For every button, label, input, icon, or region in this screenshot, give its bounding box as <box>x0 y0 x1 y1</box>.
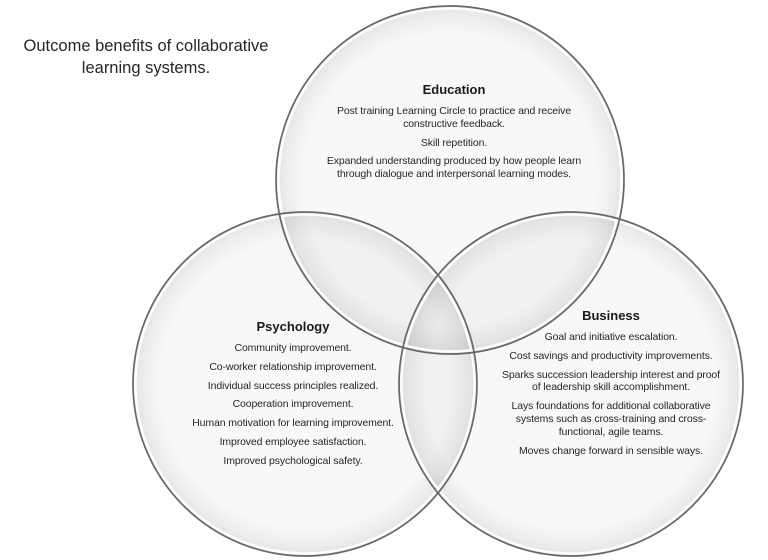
venn-item: Individual success principles realized. <box>207 379 379 392</box>
diagram-title: Outcome benefits of collaborative learning systems. <box>23 37 269 77</box>
venn-item: Community improvement. <box>234 342 352 354</box>
venn-item: Cost savings and productivity improvements. <box>509 349 713 362</box>
venn-item: Co-worker relationship improvement. <box>209 360 377 373</box>
business-set <box>502 308 720 463</box>
education-set <box>322 82 586 187</box>
venn-item: Goal and initiative escalation. <box>544 331 678 343</box>
venn-item: Human motivation for learning improvement. <box>192 417 394 430</box>
venn-item: Sparks succession leadership interest and proof of leadership skill accomplishment. <box>502 368 720 394</box>
venn-item: Moves change forward in sensible ways. <box>519 444 703 457</box>
psychology-set-label: Psychology <box>256 319 330 334</box>
venn-item: Improved employee satisfaction. <box>219 435 367 448</box>
psychology-set-items <box>192 342 394 468</box>
venn-item: Expanded understanding produced by how people learn through dialogue and interpersonal learning modes. <box>326 155 582 181</box>
psychology-set <box>192 319 394 474</box>
venn-item: Skill repetition. <box>420 136 488 149</box>
venn-item: Cooperation improvement. <box>232 398 354 411</box>
business-set-items <box>502 331 720 457</box>
education-set-label: Education <box>422 82 486 97</box>
venn-item: Post training Learning Circle to practice and receive constructive feedback. <box>336 105 572 130</box>
education-set-items <box>322 105 586 181</box>
venn-item: Lays foundations for additional collaborative systems such as cross-training and cross-functional, agile teams. <box>511 400 711 438</box>
business-set-label: Business <box>582 308 640 323</box>
venn-item: Improved psychological safety. <box>223 454 363 467</box>
